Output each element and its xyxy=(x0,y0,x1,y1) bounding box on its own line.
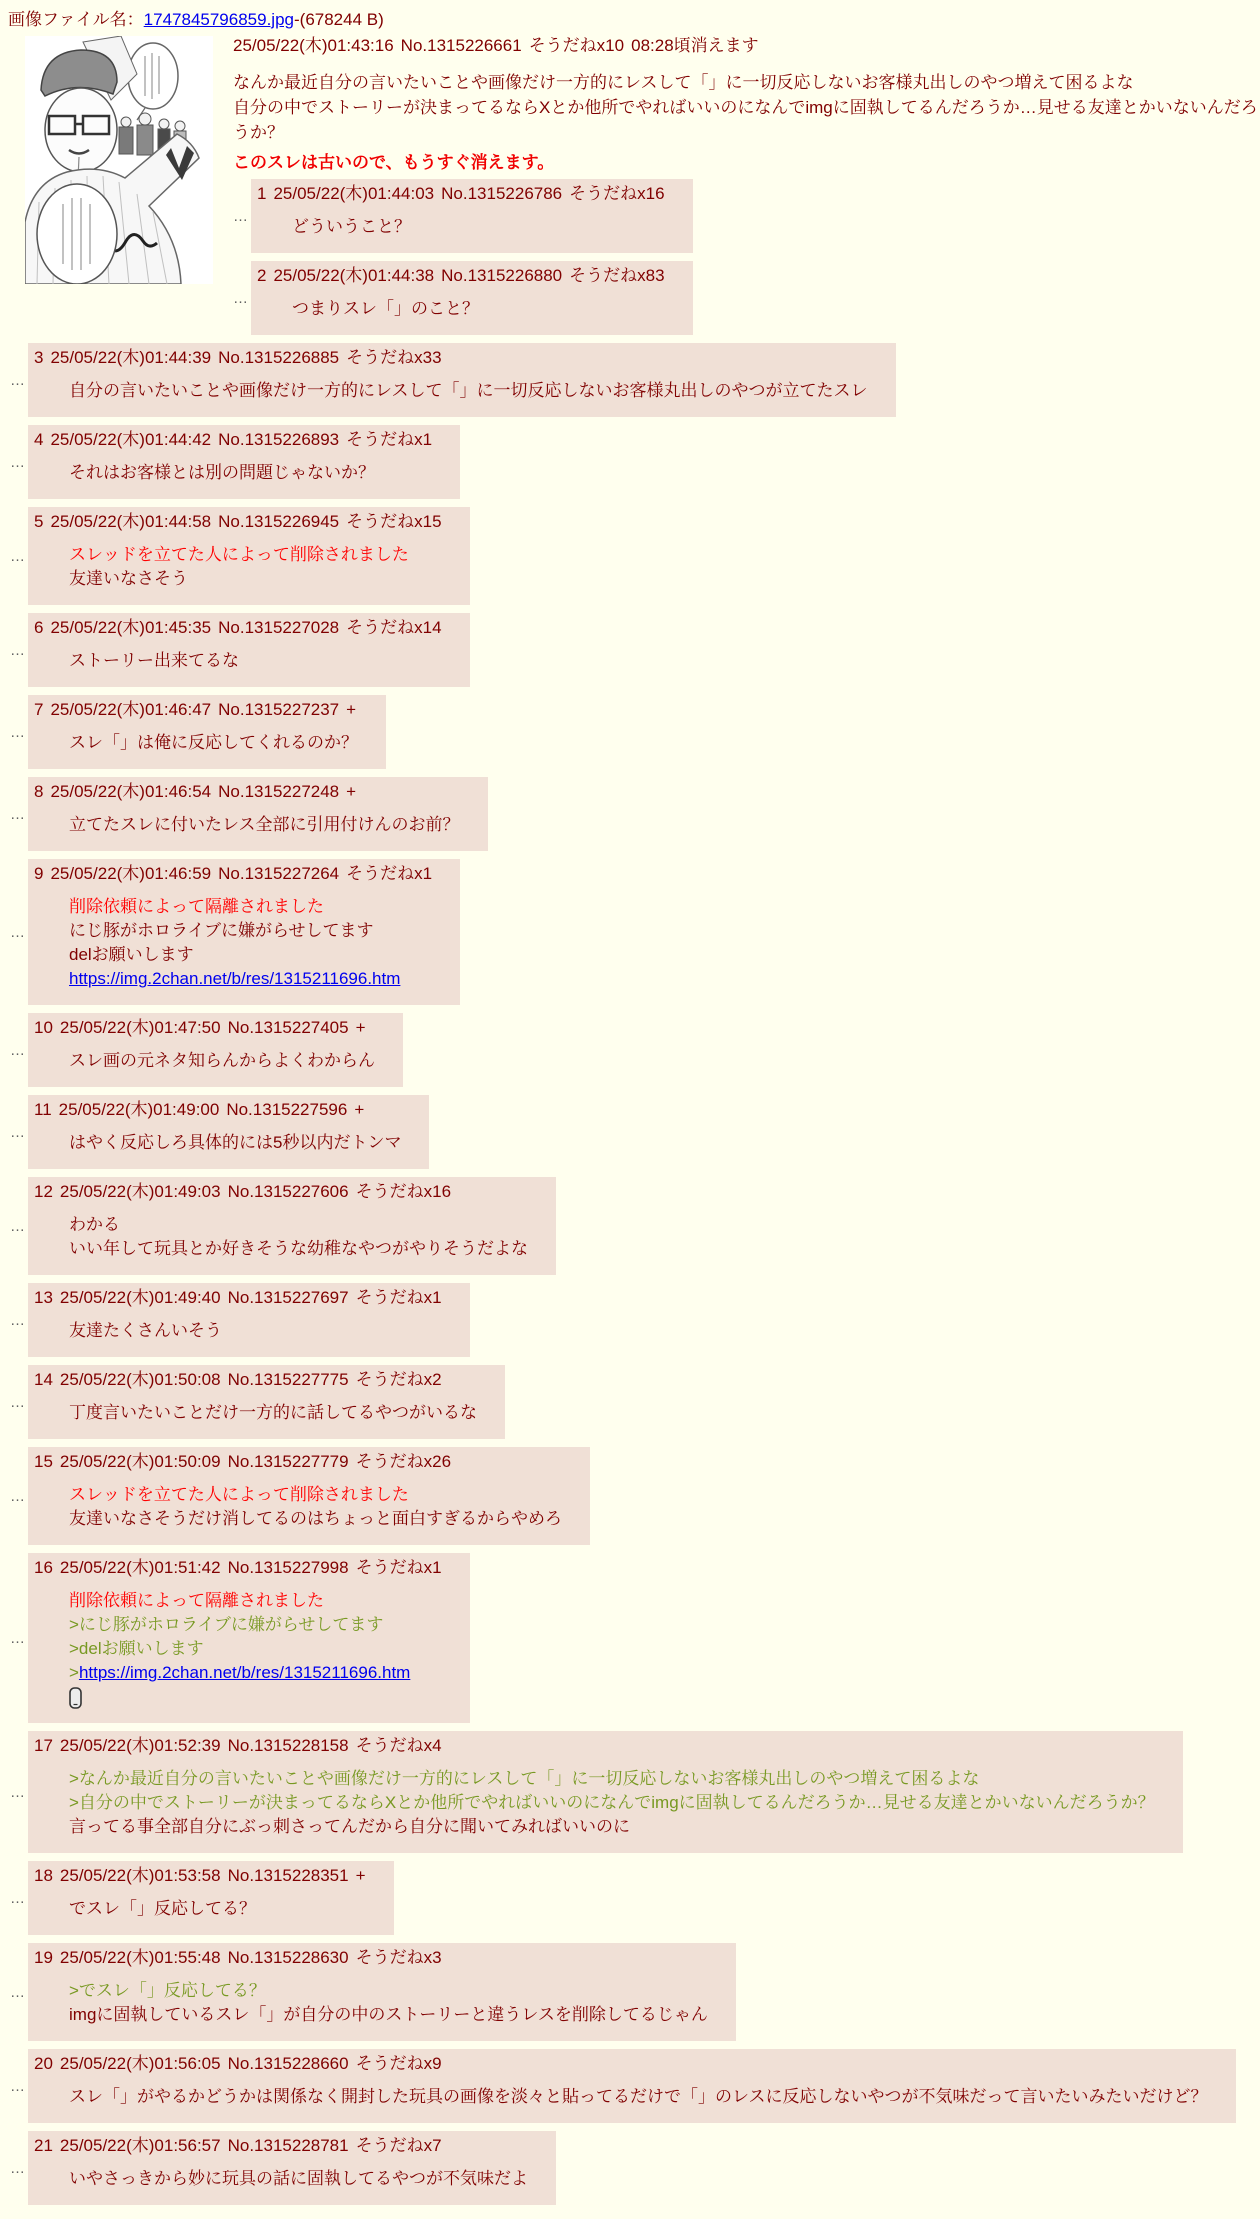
post-date: 25/05/22(木)01:50:09 xyxy=(59,1452,221,1471)
reply-number: 12 xyxy=(34,1182,53,1201)
body-line: いやさっきから妙に玩具の話に固執してるやつが不気味だよ xyxy=(69,2169,528,2188)
body-line xyxy=(69,967,432,991)
reply-post xyxy=(10,507,470,605)
reply-number: 20 xyxy=(34,2054,53,2073)
reply-box xyxy=(28,1553,470,1723)
reply-header xyxy=(34,1450,562,1474)
sodane-button[interactable]: そうだねx1 xyxy=(346,430,433,449)
reply-number: 19 xyxy=(34,1948,53,1967)
reply-number: 1 xyxy=(257,184,267,203)
sodane-button[interactable]: そうだねx9 xyxy=(355,2054,442,2073)
body-line: わかる xyxy=(69,1215,120,1234)
reply-post xyxy=(10,1553,470,1723)
post-number[interactable]: No.1315226945 xyxy=(218,512,340,531)
body-line: delお願いします xyxy=(69,945,194,964)
reply-post xyxy=(10,859,460,1005)
reply-header xyxy=(34,2134,528,2158)
sodane-button[interactable]: そうだねx1 xyxy=(346,864,433,883)
post-number[interactable]: No.1315227697 xyxy=(227,1288,349,1307)
post-date: 25/05/22(木)01:56:57 xyxy=(59,2136,221,2155)
post-number[interactable]: No.1315228660 xyxy=(227,2054,349,2073)
reply-header xyxy=(34,698,358,722)
del-menu-button[interactable]: … xyxy=(10,723,24,741)
sodane-button[interactable]: + xyxy=(354,1100,365,1119)
body-line: でスレ「」反応してる？ xyxy=(69,1899,256,1918)
del-menu-button[interactable]: … xyxy=(10,1983,24,2001)
reply-number: 17 xyxy=(34,1736,53,1755)
reply-post xyxy=(10,1013,403,1087)
post-number[interactable]: No.1315227248 xyxy=(218,782,340,801)
body-line: スレ「」がやるかどうかは関係なく開封した玩具の画像を淡々と貼ってるだけで「」のレスに反応しないやつが不気味だって言いたいみたいだけど？ xyxy=(69,2087,1208,2106)
reply-post xyxy=(10,1731,1183,1853)
reply-header xyxy=(34,428,432,452)
reply-body xyxy=(69,731,358,755)
reply-header xyxy=(34,862,432,886)
post-date: 25/05/22(木)01:44:03 xyxy=(273,184,435,203)
sodane-button[interactable]: そうだねx16 xyxy=(569,184,665,203)
reply-header xyxy=(34,1556,442,1580)
del-menu-button[interactable]: … xyxy=(10,453,24,471)
body-line: なんか最近自分の言いたいことや画像だけ一方的にレスして「」に一切反応しないお客様丸出しのやつ増えて困るよな xyxy=(233,73,1134,92)
body-line: imgに固執しているスレ「」が自分の中のストーリーと違うレスを削除してるじゃん xyxy=(69,2005,708,2024)
expire-note: 08:28頃消えます xyxy=(631,36,759,55)
body-line: 言ってる事全部自分にぶっ刺さってんだから自分に聞いてみればいいのに xyxy=(69,1817,630,1836)
reply-body xyxy=(69,1483,562,1531)
reply-box xyxy=(28,425,460,499)
reply-body xyxy=(69,1897,366,1921)
sodane-button[interactable]: そうだねx15 xyxy=(346,512,442,531)
sodane-button[interactable]: そうだねx3 xyxy=(355,1948,442,1967)
reply-body xyxy=(69,379,868,403)
reply-header xyxy=(34,1286,442,1310)
reply-post xyxy=(10,1095,429,1169)
reply-header xyxy=(34,1098,401,1122)
reply-box xyxy=(28,1861,394,1935)
post-date: 25/05/22(木)01:55:48 xyxy=(59,1948,221,1967)
reply-body xyxy=(69,895,432,991)
post-date: 25/05/22(木)01:46:47 xyxy=(50,700,212,719)
post-date: 25/05/22(木)01:44:58 xyxy=(50,512,212,531)
reply-body xyxy=(69,2167,528,2191)
quote-line: >delお願いします xyxy=(69,1639,204,1658)
post-date: 25/05/22(木)01:47:50 xyxy=(59,1018,221,1037)
reply-box xyxy=(251,179,693,253)
filename-label: 画像ファイル名： xyxy=(8,10,144,29)
post-number[interactable]: No.1315227237 xyxy=(218,700,340,719)
sodane-button[interactable]: そうだねx1 xyxy=(355,1288,442,1307)
reply-number: 9 xyxy=(34,864,44,883)
reply-box xyxy=(28,1177,556,1275)
reply-header xyxy=(34,616,442,640)
reply-box xyxy=(28,1095,429,1169)
reply-number: 21 xyxy=(34,2136,53,2155)
reply-body xyxy=(69,1589,442,1709)
body-line: 立てたスレに付いたレス全部に引用付けんのお前？ xyxy=(69,815,460,834)
del-menu-button[interactable]: … xyxy=(10,1889,24,1907)
reply-number: 7 xyxy=(34,700,44,719)
post-date: 25/05/22(木)01:46:59 xyxy=(50,864,212,883)
reply-box xyxy=(28,2131,556,2205)
del-menu-button[interactable]: … xyxy=(10,1217,24,1235)
body-line: はやく反応しろ具体的には5秒以内だトンマ xyxy=(69,1133,402,1152)
sodane-button[interactable]: そうだねx33 xyxy=(346,348,442,367)
reply-body xyxy=(69,543,442,591)
reply-post xyxy=(10,695,386,769)
body-line: 友達いなさそうだけ消してるのはちょっと面白すぎるからやめろ xyxy=(69,1509,562,1528)
deleted-notice: スレッドを立てた人によって削除されました xyxy=(69,1485,409,1504)
body-line: いい年して玩具とか好きそうな幼稚なやつがやりそうだよな xyxy=(69,1239,528,1258)
post-date: 25/05/22(木)01:44:38 xyxy=(273,266,435,285)
body-line: 自分の言いたいことや画像だけ一方的にレスして「」に一切反応しないお客様丸出しのやつが立てたスレ xyxy=(69,381,868,400)
reply-header xyxy=(34,780,460,804)
post-date: 25/05/22(木)01:49:00 xyxy=(58,1100,220,1119)
post-number[interactable]: No.1315226786 xyxy=(441,184,563,203)
body-line: 自分の中でストーリーが決まってるならXとか他所でやればいいのになんでimgに固執してるんだろうか…見せる友達とかいないんだろうか？ xyxy=(233,98,1258,142)
reply-body xyxy=(69,813,460,837)
body-link[interactable]: https://img.2chan.net/b/res/1315211696.htm xyxy=(69,969,401,988)
reply-box xyxy=(28,777,488,851)
post-number[interactable]: No.1315227998 xyxy=(227,1558,349,1577)
quoted-link[interactable]: https://img.2chan.net/b/res/1315211696.htm xyxy=(78,1663,411,1682)
del-menu-button[interactable]: … xyxy=(10,1393,24,1411)
post-number[interactable]: No.1315227028 xyxy=(218,618,340,637)
reply-box xyxy=(28,695,386,769)
post-number[interactable]: No.1315228158 xyxy=(227,1736,349,1755)
post-date: 25/05/22(木)01:49:03 xyxy=(59,1182,221,1201)
reply-header xyxy=(34,1864,366,1888)
del-menu-button[interactable]: … xyxy=(10,641,24,659)
reply-post xyxy=(10,613,470,687)
post-number[interactable]: No.1315228781 xyxy=(227,2136,349,2155)
deleted-notice: スレッドを立てた人によって削除されました xyxy=(69,545,409,564)
reply-post xyxy=(10,2131,556,2205)
quote-line: >自分の中でストーリーが決まってるならXとか他所でやればいいのになんでimgに固執してるんだろうか…見せる友達とかいないんだろうか？ xyxy=(69,1793,1155,1812)
post-date: 25/05/22(木)01:49:40 xyxy=(59,1288,221,1307)
del-menu-button[interactable]: … xyxy=(10,1311,24,1329)
reply-list xyxy=(8,179,1260,2205)
sodane-button[interactable]: + xyxy=(355,1866,366,1885)
reply-header xyxy=(34,1016,375,1040)
phone-icon-line xyxy=(69,1685,442,1709)
deleted-notice: 削除依頼によって隔離されました xyxy=(69,897,324,916)
reply-header xyxy=(34,1180,528,1204)
post-number[interactable]: No.1315227775 xyxy=(227,1370,349,1389)
sodane-button[interactable]: そうだねx1 xyxy=(355,1558,442,1577)
reply-post xyxy=(10,343,896,417)
body-line: それはお客様とは別の問題じゃないか？ xyxy=(69,463,375,482)
del-menu-button[interactable]: … xyxy=(10,923,24,941)
old-thread-warning: このスレは古いので、もうすぐ消えます。 xyxy=(233,153,555,172)
del-menu-button[interactable]: … xyxy=(10,1487,24,1505)
reply-header xyxy=(34,510,442,534)
reply-number: 6 xyxy=(34,618,44,637)
reply-number: 15 xyxy=(34,1452,53,1471)
reply-box xyxy=(28,343,896,417)
sodane-button[interactable]: そうだねx10 xyxy=(528,36,625,55)
post-number[interactable]: No.1315226893 xyxy=(218,430,340,449)
quote-mark: > xyxy=(69,1663,79,1682)
del-menu-button[interactable]: … xyxy=(10,2159,24,2177)
post-date: 25/05/22(木)01:46:54 xyxy=(50,782,212,801)
reply-post xyxy=(10,1365,505,1439)
post-number[interactable]: No.1315226880 xyxy=(441,266,563,285)
reply-header xyxy=(34,1368,477,1392)
reply-body xyxy=(69,1213,528,1261)
sodane-button[interactable]: そうだねx26 xyxy=(355,1452,452,1471)
post-date: 25/05/22(木)01:53:58 xyxy=(59,1866,221,1885)
body-line: 友達いなさそう xyxy=(69,569,188,588)
reply-number: 13 xyxy=(34,1288,53,1307)
sodane-button[interactable]: + xyxy=(346,700,357,719)
del-menu-button[interactable]: … xyxy=(10,1629,24,1647)
reply-post xyxy=(233,261,693,335)
body-line: スレ「」は俺に反応してくれるのか？ xyxy=(69,733,358,752)
reply-body xyxy=(292,215,665,239)
post-number[interactable]: No.1315227606 xyxy=(227,1182,349,1201)
post-date: 25/05/22(木)01:52:39 xyxy=(59,1736,221,1755)
post-number[interactable]: No.1315226885 xyxy=(218,348,340,367)
post-date: 25/05/22(木)01:56:05 xyxy=(59,2054,221,2073)
del-menu-button[interactable]: … xyxy=(233,289,247,307)
reply-post xyxy=(10,1447,590,1545)
op-thumbnail-link[interactable] xyxy=(25,36,213,284)
filename-line xyxy=(8,8,1260,32)
reply-header xyxy=(257,182,665,206)
post-number[interactable]: No.1315227596 xyxy=(226,1100,348,1119)
quote-line xyxy=(69,1661,442,1685)
reply-number: 5 xyxy=(34,512,44,531)
reply-body xyxy=(69,1979,708,2027)
reply-box xyxy=(28,1731,1183,1853)
reply-post xyxy=(10,1861,394,1935)
body-line: 友達たくさんいそう xyxy=(69,1321,222,1340)
post-number[interactable]: No.1315226661 xyxy=(400,36,522,55)
reply-number: 4 xyxy=(34,430,44,449)
reply-box xyxy=(28,1283,470,1357)
del-menu-button[interactable]: … xyxy=(10,805,24,823)
reply-box xyxy=(28,2049,1236,2123)
quote-line: >にじ豚がホロライブに嫌がらせしてます xyxy=(69,1615,384,1634)
reply-box xyxy=(28,859,460,1005)
reply-number: 18 xyxy=(34,1866,53,1885)
post-date: 25/05/22(木)01:45:35 xyxy=(50,618,212,637)
sodane-button[interactable]: + xyxy=(355,1018,366,1037)
reply-box xyxy=(28,613,470,687)
phone-icon xyxy=(69,1687,82,1709)
reply-number: 8 xyxy=(34,782,44,801)
reply-post xyxy=(10,1943,736,2041)
del-menu-button[interactable]: … xyxy=(10,371,24,389)
reply-post xyxy=(233,179,693,253)
reply-body xyxy=(69,1767,1155,1839)
op-thumbnail-image xyxy=(25,36,213,284)
op-body xyxy=(48,70,1260,145)
sodane-button[interactable]: そうだねx2 xyxy=(355,1370,442,1389)
reply-box xyxy=(28,507,470,605)
reply-number: 16 xyxy=(34,1558,53,1577)
quote-line: >でスレ「」反応してる？ xyxy=(69,1981,266,2000)
reply-body xyxy=(69,2085,1208,2109)
del-menu-button[interactable]: … xyxy=(10,1041,24,1059)
reply-box xyxy=(251,261,693,335)
reply-box xyxy=(28,1943,736,2041)
deleted-notice: 削除依頼によって隔離されました xyxy=(69,1591,324,1610)
post-number[interactable]: No.1315227264 xyxy=(218,864,340,883)
post-number[interactable]: No.1315227405 xyxy=(227,1018,349,1037)
reply-header xyxy=(34,1734,1155,1758)
quote-line: >なんか最近自分の言いたいことや画像だけ一方的にレスして「」に一切反応しないお客様丸出しのやつ増えて困るよな xyxy=(69,1769,980,1788)
body-line: つまりスレ「」のこと？ xyxy=(292,299,479,318)
reply-post xyxy=(10,2049,1236,2123)
reply-box xyxy=(28,1447,590,1545)
filename-link[interactable]: 1747845796859.jpg xyxy=(143,10,294,29)
reply-number: 2 xyxy=(257,266,267,285)
body-line: にじ豚がホロライブに嫌がらせしてます xyxy=(69,921,374,940)
reply-body xyxy=(69,649,442,673)
post-date: 25/05/22(木)01:44:42 xyxy=(50,430,212,449)
post-date: 25/05/22(木)01:51:42 xyxy=(59,1558,221,1577)
reply-post xyxy=(10,777,488,851)
del-menu-button[interactable]: … xyxy=(10,1783,24,1801)
post-number[interactable]: No.1315228630 xyxy=(227,1948,349,1967)
reply-post xyxy=(10,1283,470,1357)
reply-post xyxy=(10,425,460,499)
reply-number: 14 xyxy=(34,1370,53,1389)
body-line: ストーリー出来てるな xyxy=(69,651,239,670)
post-date: 25/05/22(木)01:43:16 xyxy=(233,36,394,55)
reply-post xyxy=(10,1177,556,1275)
post-number[interactable]: No.1315228351 xyxy=(227,1866,349,1885)
body-line: 丁度言いたいことだけ一方的に話してるやつがいるな xyxy=(69,1403,477,1422)
reply-number: 10 xyxy=(34,1018,53,1037)
reply-body xyxy=(69,1049,375,1073)
reply-box xyxy=(28,1013,403,1087)
sodane-button[interactable]: + xyxy=(346,782,357,801)
sodane-button[interactable]: そうだねx14 xyxy=(346,618,442,637)
del-menu-button[interactable]: … xyxy=(233,207,247,225)
sodane-button[interactable]: そうだねx4 xyxy=(355,1736,442,1755)
reply-body xyxy=(69,461,432,485)
thread xyxy=(8,34,1260,2213)
del-menu-button[interactable]: … xyxy=(10,547,24,565)
reply-number: 11 xyxy=(34,1100,52,1119)
sodane-button[interactable]: そうだねx16 xyxy=(355,1182,452,1201)
body-line: どういうこと？ xyxy=(292,217,411,236)
reply-header xyxy=(257,264,665,288)
body-line: スレ画の元ネタ知らんからよくわからん xyxy=(69,1051,375,1070)
reply-number: 3 xyxy=(34,348,44,367)
filesize: -(678244 B) xyxy=(294,10,384,29)
reply-body xyxy=(69,1319,442,1343)
reply-body xyxy=(69,1131,401,1155)
del-menu-button[interactable]: … xyxy=(10,1123,24,1141)
reply-header xyxy=(34,1946,708,1970)
reply-header xyxy=(34,2052,1208,2076)
sodane-button[interactable]: そうだねx83 xyxy=(569,266,665,285)
reply-body xyxy=(69,1401,477,1425)
post-number[interactable]: No.1315227779 xyxy=(227,1452,349,1471)
sodane-button[interactable]: そうだねx7 xyxy=(355,2136,442,2155)
reply-body xyxy=(292,297,665,321)
del-menu-button[interactable]: … xyxy=(10,2077,24,2095)
post-date: 25/05/22(木)01:44:39 xyxy=(50,348,212,367)
reply-box xyxy=(28,1365,505,1439)
reply-header xyxy=(34,346,868,370)
post-date: 25/05/22(木)01:50:08 xyxy=(59,1370,221,1389)
